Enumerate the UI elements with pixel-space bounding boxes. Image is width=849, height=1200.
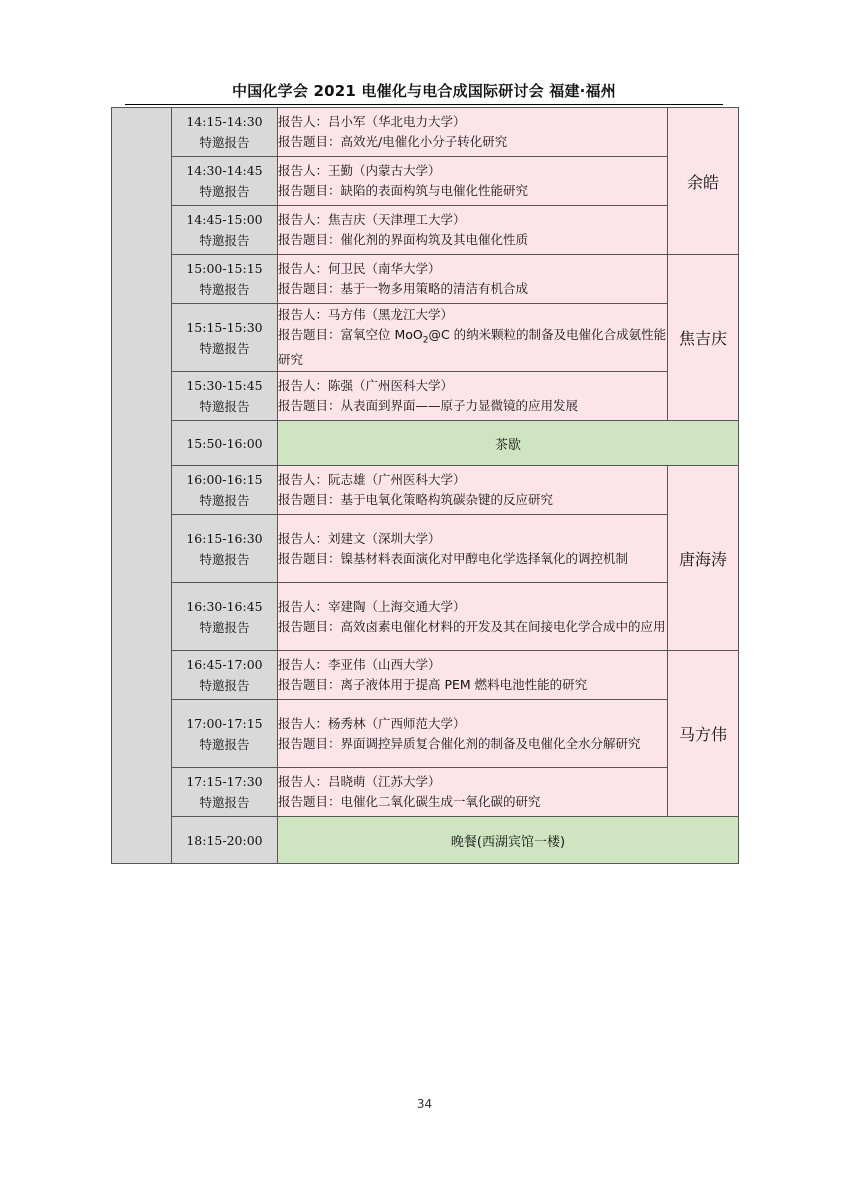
talk-speaker: 报告人：何卫民（南华大学）: [278, 261, 441, 276]
session-time: 16:45-17:00: [186, 657, 263, 672]
header-rule: [125, 104, 723, 105]
talk-speaker: 报告人：杨秀林（广西师范大学）: [278, 715, 466, 731]
session-time-cell: [172, 108, 278, 157]
dinner-time: 18:15-20:00: [172, 817, 278, 864]
session-time-cell: [172, 768, 278, 817]
table-row: [112, 372, 739, 421]
talk-speaker: 报告人：李亚伟（山西大学）: [278, 657, 441, 672]
session-time: 16:00-16:15: [186, 472, 263, 487]
session-type: 特邀报告: [199, 795, 250, 810]
talk-cell: [278, 372, 668, 421]
session-time-cell: [172, 206, 278, 255]
session-time: 15:00-15:15: [186, 261, 263, 276]
session-time: 16:15-16:30: [186, 530, 263, 546]
talk-cell: [278, 651, 668, 700]
session-time-cell: [172, 515, 278, 583]
session-chair: 唐海涛: [668, 466, 739, 651]
table-row: [112, 304, 739, 372]
session-type: 特邀报告: [199, 736, 250, 752]
session-time-cell: [172, 651, 278, 700]
talk-topic-part: @C 的纳米颗粒的制备及电催化合成氨性能研究: [278, 326, 667, 368]
session-time: 15:15-15:30: [186, 319, 263, 335]
talk-speaker: 报告人：吕小军（华北电力大学）: [278, 114, 466, 129]
session-type: 特邀报告: [199, 551, 250, 567]
dinner-row: [112, 817, 739, 864]
table-row: [112, 700, 739, 768]
talk-cell: [278, 700, 668, 768]
table-row: [112, 768, 739, 817]
tea-break-row: [112, 421, 739, 466]
table-row: [112, 515, 739, 583]
session-type: 特邀报告: [199, 678, 250, 693]
talk-topic: 报告题目：界面调控异质复合催化剂的制备及电催化全水分解研究: [278, 735, 641, 751]
page-number: 34: [416, 1097, 433, 1111]
session-type: 特邀报告: [199, 184, 250, 199]
talk-speaker: 报告人：宰建陶（上海交通大学）: [278, 598, 466, 614]
talk-cell: [278, 466, 668, 515]
talk-speaker: 报告人：阮志雄（广州医科大学）: [278, 472, 466, 487]
session-time: 17:15-17:30: [186, 774, 263, 789]
table-row: [112, 206, 739, 255]
session-type: 特邀报告: [199, 619, 250, 635]
talk-topic: 报告题目：高效卤素电催化材料的开发及其在间接电化学合成中的应用: [278, 618, 666, 634]
talk-cell: [278, 515, 668, 583]
talk-cell: [278, 206, 668, 255]
talk-speaker: 报告人：马方伟（黑龙江大学）: [278, 306, 454, 322]
talk-topic: 报告题目：基于一物多用策略的清洁有机合成: [278, 281, 529, 296]
talk-topic: 报告题目：离子液体用于提高 PEM 燃料电池性能的研究: [278, 677, 588, 692]
talk-cell: [278, 157, 668, 206]
session-time-cell: [172, 466, 278, 515]
table-row: [112, 651, 739, 700]
session-type: 特邀报告: [199, 233, 250, 248]
session-time: 14:45-15:00: [186, 212, 263, 227]
talk-topic: 报告题目：从表面到界面——原子力显微镜的应用发展: [278, 398, 579, 413]
session-time-cell: [172, 583, 278, 651]
table-row: [112, 583, 739, 651]
session-type: 特邀报告: [199, 282, 250, 297]
session-time: 16:30-16:45: [186, 598, 263, 614]
talk-cell: [278, 255, 668, 304]
talk-topic: 报告题目：电催化二氧化碳生成一氧化碳的研究: [278, 794, 541, 809]
session-time-cell: [172, 700, 278, 768]
talk-speaker: 报告人：陈强（广州医科大学）: [278, 378, 454, 393]
talk-topic: 报告题目：缺陷的表面构筑与电催化性能研究: [278, 183, 529, 198]
blank-column: [112, 108, 172, 864]
session-time-cell: [172, 255, 278, 304]
talk-speaker: 报告人：焦吉庆（天津理工大学）: [278, 212, 466, 227]
tea-break-label: 茶歇: [278, 421, 739, 466]
talk-topic: 报告题目：高效光/电催化小分子转化研究: [278, 134, 508, 149]
page-header-title: 中国化学会 2021 电催化与电合成国际研讨会 福建·福州: [232, 82, 616, 100]
table-row: [112, 466, 739, 515]
talk-topic: 报告题目：镍基材料表面演化对甲醇电化学选择氧化的调控机制: [278, 550, 629, 566]
session-time-cell: [172, 304, 278, 372]
session-type: 特邀报告: [199, 340, 250, 356]
table-row: [112, 157, 739, 206]
talk-cell: [278, 304, 668, 372]
talk-speaker: 报告人：吕晓萌（江苏大学）: [278, 774, 441, 789]
session-chair: 马方伟: [668, 651, 739, 817]
schedule-table: [111, 107, 739, 864]
table-row: [112, 108, 739, 157]
session-time: 15:30-15:45: [186, 378, 263, 393]
table-row: [112, 255, 739, 304]
tea-break-time: 15:50-16:00: [172, 421, 278, 466]
session-time-cell: [172, 157, 278, 206]
session-time: 14:15-14:30: [186, 114, 263, 129]
talk-speaker: 报告人：王勤（内蒙古大学）: [278, 163, 441, 178]
talk-topic: 报告题目：催化剂的界面构筑及其电催化性质: [278, 232, 529, 247]
session-time: 14:30-14:45: [186, 163, 263, 178]
talk-cell: [278, 108, 668, 157]
talk-topic-subscript: 2: [422, 335, 429, 346]
session-chair: 焦吉庆: [668, 255, 739, 421]
session-chair: 余皓: [668, 108, 739, 255]
talk-speaker: 报告人：刘建文（深圳大学）: [278, 530, 441, 546]
session-type: 特邀报告: [199, 399, 250, 414]
session-time-cell: [172, 372, 278, 421]
session-type: 特邀报告: [199, 493, 250, 508]
session-time: 17:00-17:15: [186, 715, 263, 731]
session-type: 特邀报告: [199, 135, 250, 150]
talk-topic-part: 报告题目：富氧空位 MoO: [278, 326, 423, 342]
talk-cell: [278, 583, 668, 651]
dinner-label: 晚餐(西湖宾馆一楼): [278, 817, 739, 864]
talk-topic: 报告题目：基于电氧化策略构筑碳杂键的反应研究: [278, 492, 554, 507]
talk-cell: [278, 768, 668, 817]
talk-topic: [278, 325, 667, 371]
